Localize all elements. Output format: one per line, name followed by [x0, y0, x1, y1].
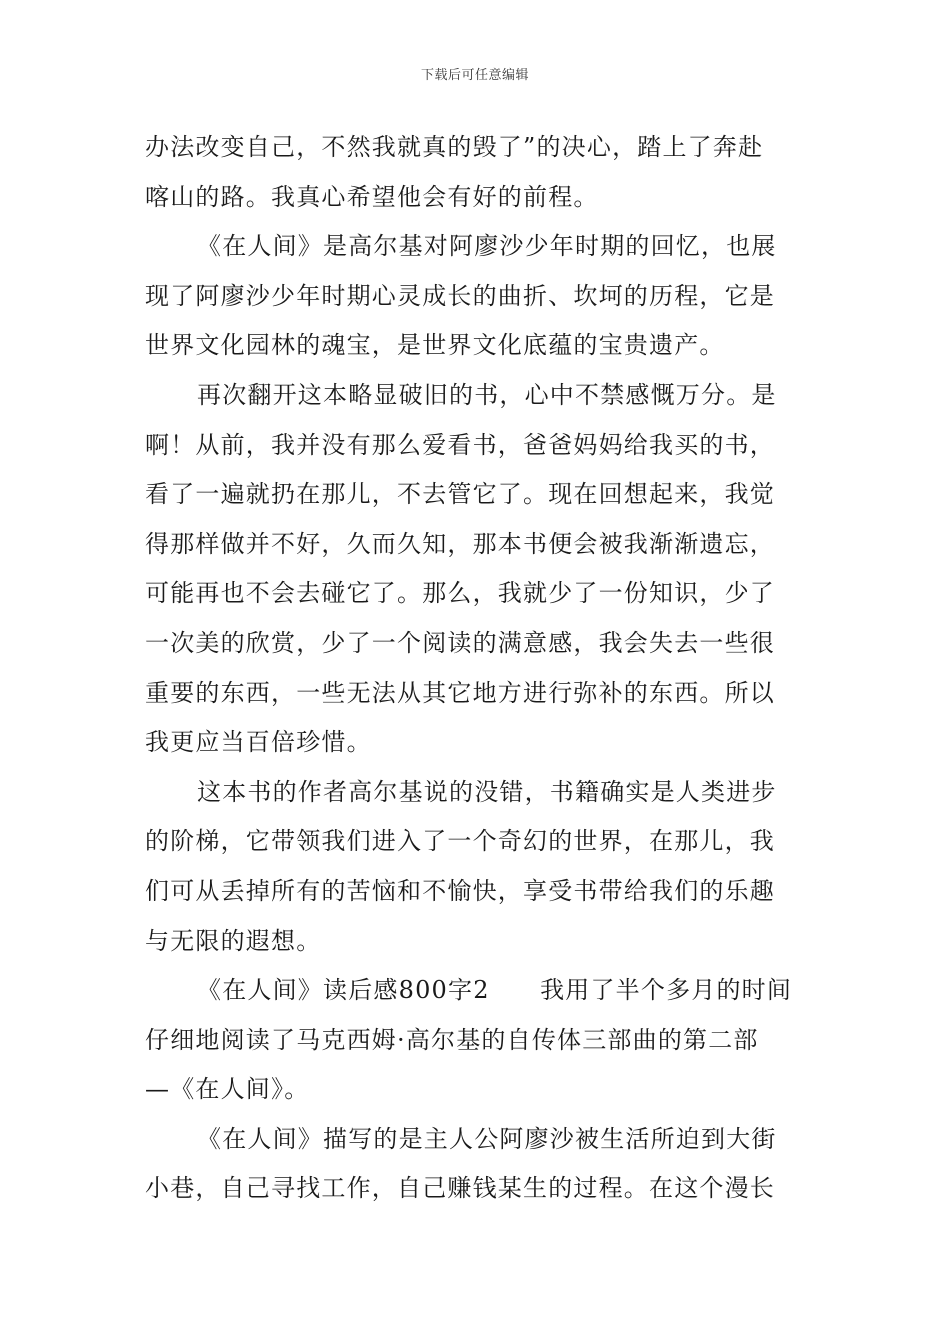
- text-line: 们可从丢掉所有的苦恼和不愉快，享受书带给我们的乐趣: [145, 876, 775, 905]
- text-line: 小巷，自己寻找工作，自己赚钱某生的过程。在这个漫长: [145, 1174, 775, 1203]
- text-line: 与无限的遐想。: [145, 926, 322, 955]
- text-line: 我更应当百倍珍惜。: [145, 728, 372, 757]
- text-line: 这本书的作者高尔基说的没错，书籍确实是人类进步: [197, 777, 777, 806]
- document-body: [145, 123, 807, 1214]
- text-line: 啊！从前，我并没有那么爱看书，爸爸妈妈给我买的书，: [145, 430, 775, 459]
- text-line: 的阶梯，它带领我们进入了一个奇幻的世界，在那儿，我: [145, 827, 775, 856]
- text-line: 现了阿廖沙少年时期心灵成长的曲折、坎坷的历程，它是: [145, 281, 775, 310]
- text-line: 一次美的欣赏，少了一个阅读的满意感，我会失去一些很: [145, 628, 775, 657]
- text-line: 世界文化园林的魂宝，是世界文化底蕴的宝贵遗产。: [145, 331, 725, 360]
- text-line: 《在人间》是高尔基对阿廖沙少年时期的回忆，也展: [197, 232, 777, 261]
- text-line: 得那样做并不好，久而久知，那本书便会被我渐渐遗忘，: [145, 529, 775, 558]
- text-line: 《在人间》读后感800字2 我用了半个多月的时间: [197, 976, 793, 1005]
- page-header: 下载后可任意编辑: [420, 68, 529, 83]
- text-line: 办法改变自己，不然我就真的毁了”的决心，踏上了奔赴: [145, 133, 764, 161]
- text-line: 可能再也不会去碰它了。那么，我就少了一份知识，少了: [145, 579, 775, 608]
- text-line: 再次翻开这本略显破旧的书，心中不禁感慨万分。是: [197, 380, 777, 409]
- text-line: 喀山的路。我真心希望他会有好的前程。: [145, 182, 599, 211]
- text-line: 《在人间》描写的是主人公阿廖沙被生活所迫到大街: [197, 1124, 777, 1153]
- text-line: 看了一遍就扔在那儿，不去管它了。现在回想起来，我觉: [145, 480, 775, 509]
- text-line: —《在人间》。: [145, 1075, 310, 1104]
- text-line: 仔细地阅读了马克西姆·高尔基的自传体三部曲的第二部: [145, 1025, 759, 1054]
- text-line: 重要的东西，一些无法从其它地方进行弥补的东西。所以: [145, 678, 775, 707]
